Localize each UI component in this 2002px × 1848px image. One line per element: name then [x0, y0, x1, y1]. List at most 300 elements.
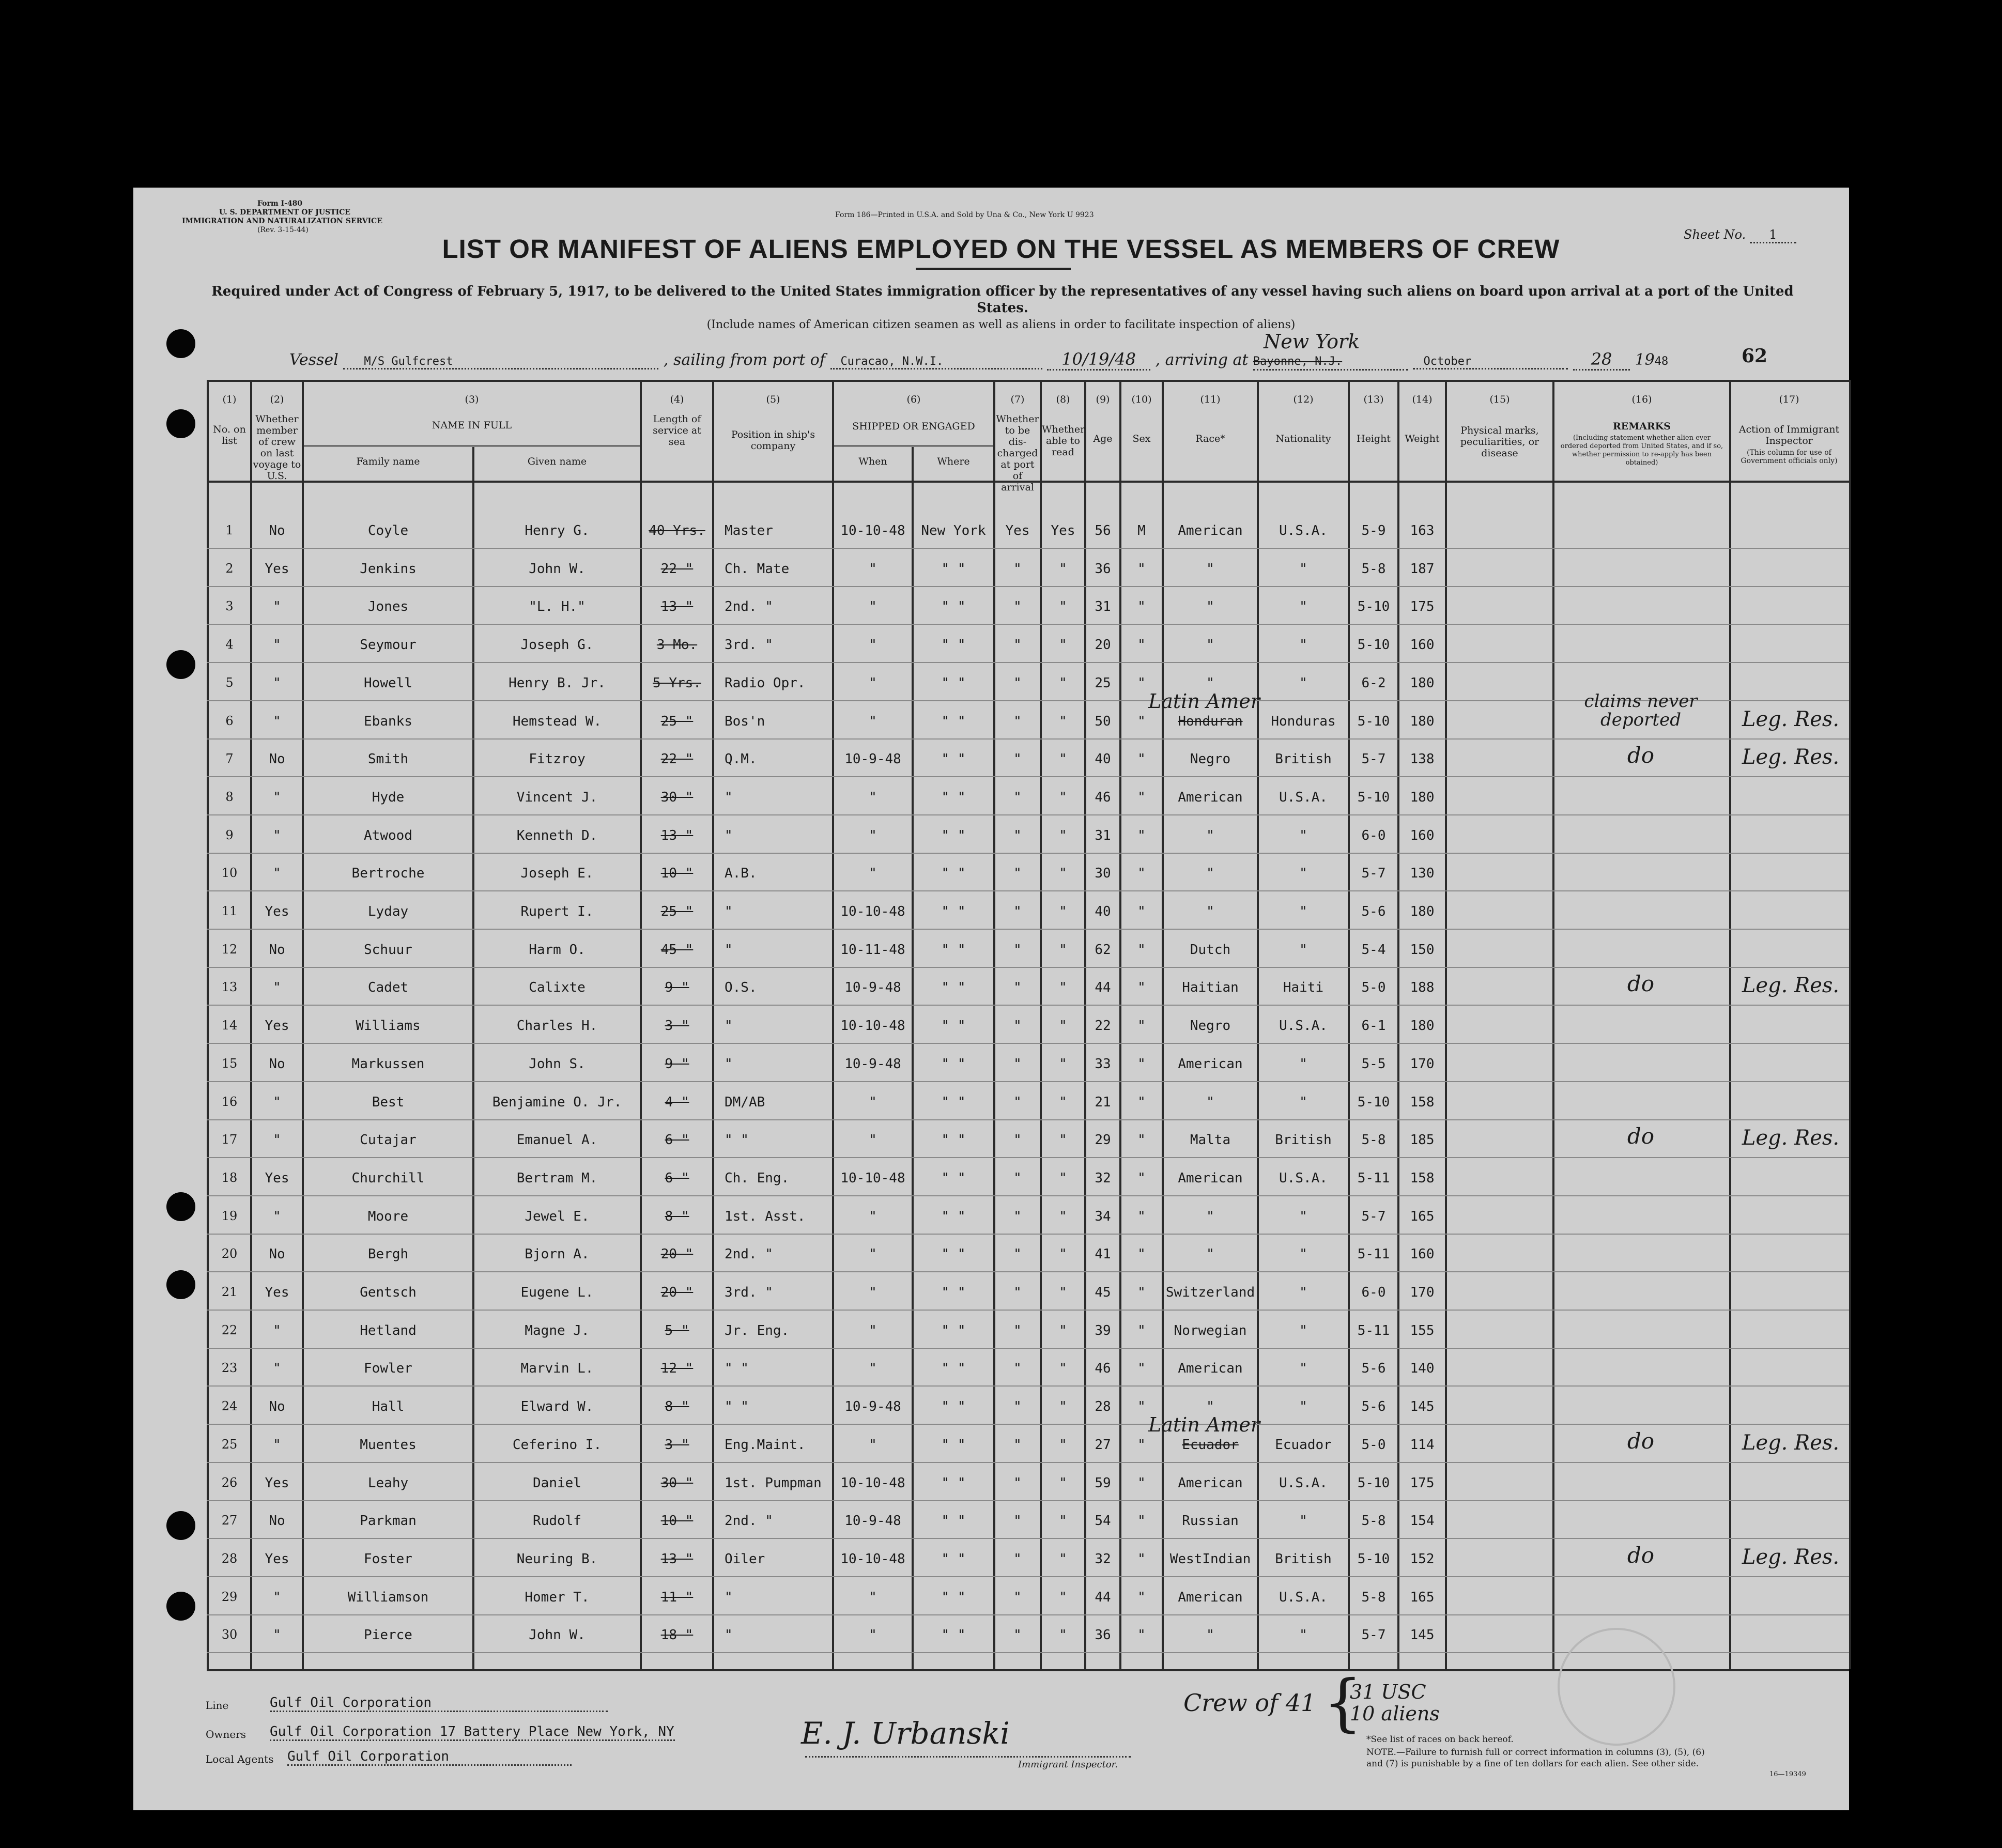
cell-position: Ch. Eng.	[725, 1171, 790, 1186]
cell-height: 5-6	[1361, 904, 1386, 919]
sheet-number: 1	[1750, 227, 1796, 243]
cell-age: 34	[1095, 1209, 1111, 1224]
cell-shipped-where: " "	[941, 1285, 966, 1300]
cell-nationality: "	[1299, 904, 1307, 919]
cell-height: 5-10	[1357, 1475, 1390, 1491]
cell-family-name: Jones	[367, 599, 409, 614]
printer-note: Form 186—Printed in U.S.A. and Sold by Una & Co., New York U 9923	[835, 211, 1094, 219]
row-rule	[207, 1424, 1849, 1425]
cell-race: "	[1206, 904, 1214, 919]
cell-age: 32	[1095, 1551, 1111, 1567]
cell-length-of-service: 25 "	[660, 904, 694, 919]
cell-row-number: 11	[221, 904, 238, 918]
cell-shipped-when: "	[869, 1361, 877, 1376]
punch-hole	[166, 1270, 195, 1299]
cell-race: Honduran	[1178, 714, 1243, 729]
col7-number: (7)	[1010, 394, 1025, 405]
inspector-action: Leg. Res.	[1742, 1545, 1840, 1569]
cell-given-name: Kenneth D.	[516, 828, 598, 843]
cell-family-name: Schuur	[364, 942, 412, 958]
cell-discharged: "	[1013, 1171, 1022, 1186]
cell-previous-voyage: "	[273, 980, 281, 995]
cell-able-to-read: "	[1059, 1551, 1067, 1567]
column-rule	[1729, 380, 1731, 1669]
cell-position: O.S.	[725, 980, 757, 995]
cell-nationality: "	[1299, 1513, 1307, 1529]
row-rule	[207, 967, 1849, 968]
cell-length-of-service: 3 "	[665, 1018, 689, 1034]
cell-previous-voyage: "	[273, 828, 281, 843]
col3-header: NAME IN FULL	[432, 420, 512, 431]
cell-nationality: "	[1299, 828, 1307, 843]
cell-given-name: Charles H.	[516, 1018, 598, 1034]
cell-weight: 154	[1410, 1513, 1435, 1529]
cell-height: 5-7	[1361, 866, 1386, 881]
cell-length-of-service: 9 "	[665, 980, 689, 995]
cell-age: 45	[1095, 1285, 1111, 1300]
cell-weight: 160	[1410, 828, 1435, 843]
cell-nationality: "	[1299, 675, 1307, 691]
col12-header: Nationality	[1275, 433, 1331, 444]
cell-previous-voyage: "	[273, 1361, 281, 1376]
col1-number: (1)	[222, 394, 237, 405]
cell-weight: 187	[1410, 561, 1435, 577]
punch-hole	[166, 409, 195, 438]
given-name-header: Given name	[527, 456, 587, 467]
cell-age: 33	[1095, 1056, 1111, 1072]
cell-weight: 150	[1410, 942, 1435, 958]
cell-age: 46	[1095, 790, 1111, 805]
cell-previous-voyage: "	[273, 599, 281, 614]
cell-family-name: Pierce	[364, 1627, 412, 1643]
cell-row-number: 24	[221, 1399, 238, 1413]
cell-weight: 165	[1410, 1590, 1435, 1605]
cell-discharged: "	[1013, 866, 1022, 881]
cell-weight: 152	[1410, 1551, 1435, 1567]
cell-able-to-read: "	[1059, 1437, 1067, 1453]
arrival-day: 28	[1573, 349, 1630, 371]
cell-nationality: U.S.A.	[1279, 790, 1328, 805]
cell-position: Master	[725, 523, 773, 538]
cell-shipped-where: " "	[941, 1056, 966, 1072]
cell-row-number: 9	[225, 828, 234, 842]
year-prefix: 19	[1635, 351, 1655, 369]
cell-discharged: "	[1013, 599, 1022, 614]
col2-number: (2)	[270, 394, 284, 405]
cell-length-of-service: 4 "	[665, 1095, 689, 1110]
cell-given-name: Magne J.	[525, 1323, 590, 1338]
cell-row-number: 25	[221, 1437, 238, 1452]
cell-length-of-service: 5 Yrs.	[653, 675, 701, 691]
inspector-action: Leg. Res.	[1742, 974, 1840, 997]
cell-able-to-read: "	[1059, 1285, 1067, 1300]
cell-given-name: Benjamine O. Jr.	[492, 1095, 622, 1110]
cell-discharged: "	[1013, 1209, 1022, 1224]
cell-row-number: 17	[221, 1132, 238, 1147]
cell-race: "	[1206, 1627, 1214, 1643]
cell-able-to-read: "	[1059, 828, 1067, 843]
cell-race: "	[1206, 675, 1214, 691]
col15-number: (15)	[1489, 394, 1510, 405]
cell-age: 41	[1095, 1246, 1111, 1262]
row-rule	[207, 853, 1849, 854]
cell-nationality: "	[1299, 637, 1307, 653]
inspector-action: Leg. Res.	[1742, 1431, 1840, 1455]
cell-age: 30	[1095, 866, 1111, 881]
crew-aliens: 10 aliens	[1350, 1702, 1440, 1725]
row-rule	[207, 662, 1849, 663]
col17-number: (17)	[1779, 394, 1799, 405]
cell-race: American	[1178, 1590, 1243, 1605]
owners-value: Gulf Oil Corporation 17 Battery Place New York, NY	[270, 1724, 675, 1741]
cell-sex: "	[1137, 599, 1146, 614]
cell-weight: 130	[1410, 866, 1435, 881]
cell-weight: 180	[1410, 904, 1435, 919]
cell-position: Oiler	[725, 1551, 765, 1567]
row-rule	[207, 1310, 1849, 1311]
cell-race: American	[1178, 790, 1243, 805]
cell-discharged: "	[1013, 1361, 1022, 1376]
cell-age: 22	[1095, 1018, 1111, 1034]
row-rule	[207, 1234, 1849, 1235]
cell-previous-voyage: No	[269, 1056, 285, 1072]
agents-value: Gulf Oil Corporation	[287, 1749, 572, 1766]
cell-family-name: Cadet	[367, 980, 409, 995]
race-correction: Latin Amer	[1148, 1413, 1260, 1436]
cell-discharged: "	[1013, 751, 1022, 767]
cell-race: WestIndian	[1169, 1551, 1251, 1567]
cell-length-of-service: 6 "	[665, 1132, 689, 1148]
row-rule	[207, 1005, 1849, 1006]
cell-race: "	[1206, 866, 1214, 881]
cell-length-of-service: 12 "	[660, 1361, 694, 1376]
cell-previous-voyage: Yes	[265, 1551, 289, 1567]
cell-sex: "	[1137, 1475, 1146, 1491]
cell-able-to-read: Yes	[1051, 523, 1075, 538]
cell-age: 56	[1095, 523, 1111, 538]
cell-given-name: Rupert I.	[520, 904, 594, 919]
col15-header: Physical marks, peculiarities, or disease	[1460, 425, 1539, 459]
col4-number: (4)	[670, 394, 684, 405]
cell-given-name: John S.	[529, 1056, 586, 1072]
vessel-line	[289, 330, 1669, 371]
row-rule	[207, 1043, 1849, 1044]
row-rule	[207, 738, 1849, 740]
inspector-signature: E. J. Urbanski	[801, 1716, 1010, 1751]
cell-family-name: Howell	[364, 675, 412, 691]
cell-sex: "	[1137, 751, 1146, 767]
cell-height: 5-9	[1361, 523, 1386, 538]
cell-family-name: Ebanks	[364, 714, 412, 729]
cell-family-name: Bertroche	[351, 866, 425, 881]
cell-height: 5-7	[1361, 1627, 1386, 1643]
column-rule	[712, 380, 714, 1669]
race-correction: Latin Amer	[1148, 690, 1260, 713]
cell-shipped-where: " "	[941, 1437, 966, 1453]
cell-shipped-when: "	[869, 1437, 877, 1453]
cell-position: " "	[725, 1399, 749, 1414]
cell-weight: 180	[1410, 790, 1435, 805]
agents-label: Local Agents	[206, 1753, 274, 1765]
cell-previous-voyage: "	[273, 1590, 281, 1605]
cell-height: 5-11	[1357, 1246, 1390, 1262]
cell-able-to-read: "	[1059, 1056, 1067, 1072]
cell-able-to-read: "	[1059, 1132, 1067, 1148]
cell-shipped-when: 10-10-48	[840, 1475, 905, 1491]
cell-row-number: 30	[221, 1627, 238, 1642]
punch-hole	[166, 1592, 195, 1621]
cell-row-number: 4	[225, 637, 234, 652]
cell-discharged: "	[1013, 1095, 1022, 1110]
cell-shipped-when: "	[869, 790, 877, 805]
cell-weight: 188	[1410, 980, 1435, 995]
cell-shipped-where: " "	[941, 637, 966, 653]
remarks-entry: do	[1627, 743, 1655, 768]
cell-discharged: "	[1013, 1627, 1022, 1643]
cell-length-of-service: 6 "	[665, 1171, 689, 1186]
col16-number: (16)	[1631, 394, 1652, 405]
shipped-subheader-rule	[834, 445, 993, 446]
cell-given-name: Bjorn A.	[525, 1246, 590, 1262]
cell-previous-voyage: No	[269, 523, 285, 538]
cell-row-number: 6	[225, 714, 234, 728]
cell-nationality: "	[1299, 1323, 1307, 1338]
col8-header: Whether able to read	[1042, 424, 1085, 458]
row-rule	[207, 1385, 1849, 1387]
cell-shipped-where: " "	[941, 828, 966, 843]
cell-given-name: Ceferino I.	[512, 1437, 602, 1453]
cell-shipped-when: "	[869, 1323, 877, 1338]
cell-discharged: "	[1013, 980, 1022, 995]
punch-hole	[166, 329, 195, 358]
cell-family-name: Foster	[364, 1551, 412, 1567]
cell-sex: "	[1137, 1361, 1146, 1376]
cell-position: "	[725, 904, 733, 919]
row-rule	[207, 1271, 1849, 1272]
cell-able-to-read: "	[1059, 1590, 1067, 1605]
cell-age: 36	[1095, 561, 1111, 577]
cell-height: 5-10	[1357, 599, 1390, 614]
cell-shipped-where: " "	[941, 904, 966, 919]
cell-shipped-where: " "	[941, 980, 966, 995]
row-rule	[207, 1538, 1849, 1539]
col10-header: Sex	[1132, 433, 1151, 444]
cell-given-name: Vincent J.	[516, 790, 598, 805]
cell-nationality: U.S.A.	[1279, 1590, 1328, 1605]
owners-label: Owners	[206, 1728, 247, 1741]
cell-discharged: "	[1013, 1551, 1022, 1567]
cell-shipped-when: 10-9-48	[844, 1513, 901, 1529]
cell-row-number: 7	[225, 751, 234, 766]
cell-sex: "	[1137, 1590, 1146, 1605]
cell-row-number: 21	[221, 1285, 238, 1299]
cell-family-name: Hall	[372, 1399, 405, 1414]
cell-discharged: "	[1013, 1437, 1022, 1453]
cell-family-name: Gentsch	[360, 1285, 417, 1300]
cell-weight: 180	[1410, 1018, 1435, 1034]
cell-length-of-service: 22 "	[660, 561, 694, 577]
cell-length-of-service: 13 "	[660, 828, 694, 843]
col8-number: (8)	[1056, 394, 1070, 405]
cell-row-number: 18	[221, 1171, 238, 1185]
cell-shipped-where: " "	[941, 1475, 966, 1491]
col6-number: (6)	[906, 394, 921, 405]
col3-number: (3)	[465, 394, 479, 405]
cell-row-number: 12	[221, 942, 238, 957]
cell-discharged: Yes	[1005, 523, 1030, 538]
cell-given-name: Emanuel A.	[516, 1132, 598, 1148]
cell-position: 3rd. "	[725, 1285, 773, 1300]
col14-header: Weight	[1405, 433, 1440, 444]
cell-row-number: 14	[221, 1018, 238, 1033]
cell-shipped-when: "	[869, 675, 877, 691]
cell-row-number: 22	[221, 1323, 238, 1337]
cell-given-name: Marvin L.	[520, 1361, 594, 1376]
cell-nationality: "	[1299, 1627, 1307, 1643]
cell-weight: 180	[1410, 714, 1435, 729]
cell-family-name: Coyle	[367, 523, 409, 538]
vessel-label: Vessel	[289, 351, 338, 369]
cell-position: "	[725, 1018, 733, 1034]
cell-discharged: "	[1013, 1323, 1022, 1338]
cell-age: 25	[1095, 675, 1111, 691]
cell-race: American	[1178, 1171, 1243, 1186]
cell-sex: "	[1137, 1437, 1146, 1453]
cell-age: 32	[1095, 1171, 1111, 1186]
cell-weight: 175	[1410, 599, 1435, 614]
cell-previous-voyage: "	[273, 1627, 281, 1643]
cell-able-to-read: "	[1059, 751, 1067, 767]
cell-sex: "	[1137, 828, 1146, 843]
col2-header: Whether member of crew on last voyage to U.S.	[253, 413, 301, 482]
cell-given-name: Neuring B.	[516, 1551, 598, 1567]
shipped-when-header: When	[858, 456, 887, 467]
cell-shipped-where: " "	[941, 561, 966, 577]
line-value: Gulf Oil Corporation	[270, 1695, 608, 1712]
col12-number: (12)	[1293, 394, 1314, 405]
cell-discharged: "	[1013, 1590, 1022, 1605]
cell-nationality: "	[1299, 1056, 1307, 1072]
cell-shipped-when: 10-9-48	[844, 1399, 901, 1414]
cell-nationality: U.S.A.	[1279, 1171, 1328, 1186]
cell-weight: 155	[1410, 1323, 1435, 1338]
arrival-port-handwritten: New York	[1263, 330, 1360, 353]
cell-weight: 160	[1410, 637, 1435, 653]
page-subtitle: Required under Act of Congress of February 5, 1917, to be delivered to the United States immigration officer by the representatives of any vessel having such aliens on board upon arrival at a port of the United States.	[211, 284, 1794, 316]
cell-shipped-when: "	[869, 828, 877, 843]
cell-shipped-when: "	[869, 1590, 877, 1605]
cell-previous-voyage: No	[269, 1246, 285, 1262]
cell-height: 5-8	[1361, 1132, 1386, 1148]
cell-discharged: "	[1013, 942, 1022, 958]
cell-weight: 158	[1410, 1095, 1435, 1110]
cell-length-of-service: 30 "	[660, 790, 694, 805]
cell-age: 31	[1095, 828, 1111, 843]
cell-race: Norwegian	[1174, 1323, 1247, 1338]
cell-discharged: "	[1013, 1399, 1022, 1414]
col10-number: (10)	[1131, 394, 1152, 405]
cell-sex: "	[1137, 980, 1146, 995]
cell-able-to-read: "	[1059, 1513, 1067, 1529]
cell-nationality: "	[1299, 561, 1307, 577]
cell-able-to-read: "	[1059, 1627, 1067, 1643]
cell-shipped-where: " "	[941, 866, 966, 881]
cell-shipped-when: "	[869, 1095, 877, 1110]
row-rule	[207, 586, 1849, 587]
cell-previous-voyage: No	[269, 1513, 285, 1529]
cell-position: " "	[725, 1361, 749, 1376]
cell-nationality: "	[1299, 942, 1307, 958]
cell-given-name: Calixte	[529, 980, 586, 995]
cell-family-name: Smith	[367, 751, 409, 767]
cell-shipped-where: " "	[941, 790, 966, 805]
cell-nationality: British	[1275, 751, 1332, 767]
form-code: 16—19349	[1769, 1770, 1806, 1778]
cell-family-name: Williams	[356, 1018, 421, 1034]
cell-previous-voyage: "	[273, 637, 281, 653]
cell-height: 6-2	[1361, 675, 1386, 691]
cell-position: Q.M.	[725, 751, 757, 767]
cell-row-number: 8	[225, 790, 234, 804]
cell-position: Radio Opr.	[725, 675, 806, 691]
cell-discharged: "	[1013, 1056, 1022, 1072]
col16-subheader: (Including statement whether alien ever ordered deported from United States, and if so, whether permission to re-apply has been obtained)	[1560, 434, 1723, 467]
cell-family-name: Atwood	[364, 828, 412, 843]
cell-shipped-when: "	[869, 714, 877, 729]
cell-discharged: "	[1013, 1475, 1022, 1491]
cell-shipped-where: " "	[941, 1627, 966, 1643]
cell-previous-voyage: "	[273, 1323, 281, 1338]
cell-nationality: Honduras	[1271, 714, 1336, 729]
cell-able-to-read: "	[1059, 790, 1067, 805]
cell-age: 31	[1095, 599, 1111, 614]
cell-discharged: "	[1013, 675, 1022, 691]
cell-weight: 140	[1410, 1361, 1435, 1376]
cell-able-to-read: "	[1059, 1171, 1067, 1186]
cell-sex: "	[1137, 1551, 1146, 1567]
form-number: Form I-480	[257, 199, 303, 208]
cell-row-number: 20	[221, 1246, 238, 1261]
cell-sex: "	[1137, 714, 1146, 729]
cell-given-name: Bertram M.	[516, 1171, 598, 1186]
cell-nationality: "	[1299, 1399, 1307, 1414]
cell-previous-voyage: Yes	[265, 1475, 289, 1491]
page-title: LIST OR MANIFEST OF ALIENS EMPLOYED ON THE VESSEL AS MEMBERS OF CREW	[442, 234, 1560, 264]
cell-length-of-service: 13 "	[660, 599, 694, 614]
cell-previous-voyage: "	[273, 866, 281, 881]
cell-able-to-read: "	[1059, 1095, 1067, 1110]
cell-race: "	[1206, 637, 1214, 653]
cell-race: "	[1206, 1246, 1214, 1262]
cell-sex: "	[1137, 1399, 1146, 1414]
cell-nationality: British	[1275, 1551, 1332, 1567]
cell-sex: "	[1137, 942, 1146, 958]
cell-discharged: "	[1013, 1132, 1022, 1148]
cell-able-to-read: "	[1059, 980, 1067, 995]
column-rule	[1849, 380, 1851, 1669]
cell-weight: 158	[1410, 1171, 1435, 1186]
line-label: Line	[206, 1699, 229, 1712]
cell-discharged: "	[1013, 904, 1022, 919]
cell-position: 3rd. "	[725, 637, 773, 653]
cell-position: Eng.Maint.	[725, 1437, 806, 1453]
cell-weight: 185	[1410, 1132, 1435, 1148]
cell-nationality: British	[1275, 1132, 1332, 1148]
cell-race: "	[1206, 561, 1214, 577]
cell-given-name: Rudolf	[533, 1513, 581, 1529]
cell-sex: "	[1137, 904, 1146, 919]
cell-discharged: "	[1013, 790, 1022, 805]
